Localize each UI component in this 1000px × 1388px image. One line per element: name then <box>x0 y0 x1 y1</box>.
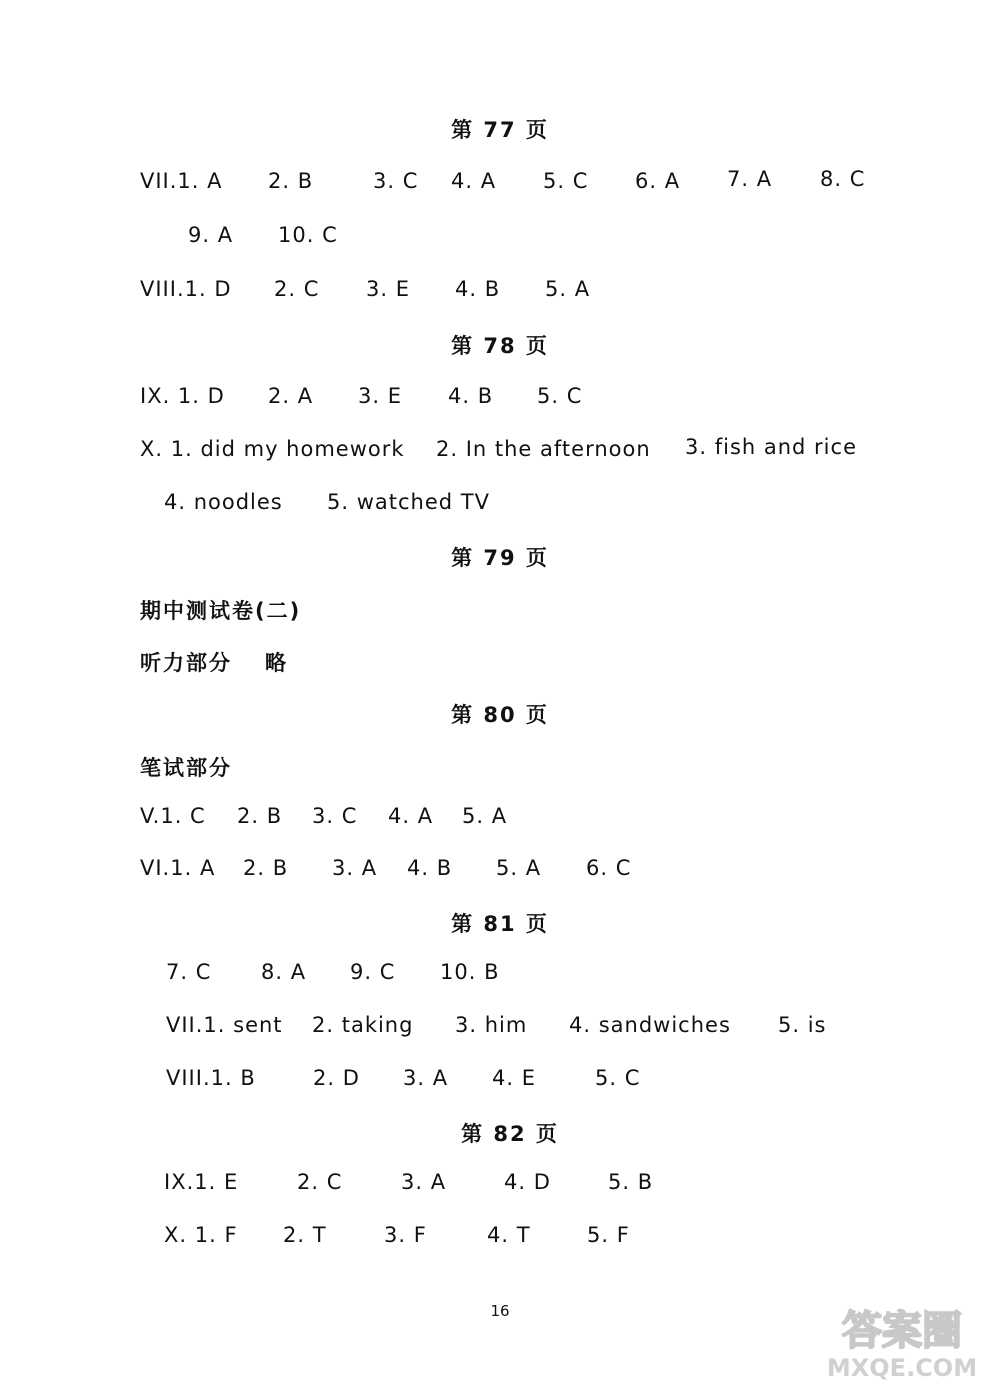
answer-item: 2. D <box>313 1066 360 1090</box>
heading-page-80: 第 80 页 <box>451 703 549 727</box>
answer-item: 2. T <box>283 1223 327 1247</box>
answer-item: 7. A <box>727 167 773 191</box>
section-title: 听力部分 <box>140 651 232 675</box>
answer-item: 3. C <box>373 169 419 193</box>
answer-item: 2. B <box>268 169 314 193</box>
heading-page-77: 第 77 页 <box>451 118 549 142</box>
answer-item: X. 1. did my homework <box>140 437 405 461</box>
heading-page-79: 第 79 页 <box>451 546 549 570</box>
answer-item: 4. sandwiches <box>569 1013 731 1037</box>
answer-item: 4. noodles <box>164 490 283 514</box>
answer-item: 3. A <box>332 856 378 880</box>
answer-item: 8. C <box>820 167 866 191</box>
watermark-url: MXQE.COM <box>826 1354 978 1382</box>
answer-item: 6. C <box>586 856 632 880</box>
answer-item: 10. B <box>440 960 500 984</box>
answer-item: 2. C <box>297 1170 343 1194</box>
watermark-logo <box>812 1292 992 1382</box>
answer-item: 4. A <box>388 804 434 828</box>
answer-item: 3. fish and rice <box>685 435 857 459</box>
answer-item: 9. C <box>350 960 396 984</box>
answer-item: 5. C <box>543 169 589 193</box>
answer-item: 3. C <box>312 804 358 828</box>
answer-item: 4. D <box>504 1170 551 1194</box>
section-title: 期中测试卷(二) <box>140 599 302 623</box>
answer-item: 3. F <box>384 1223 427 1247</box>
answer-item: 7. C <box>166 960 212 984</box>
answer-item: 4. E <box>492 1066 536 1090</box>
answer-item: 2. taking <box>312 1013 414 1037</box>
answer-item: 4. T <box>487 1223 531 1247</box>
answer-item: 5. A <box>545 277 591 301</box>
answer-item: 4. B <box>455 277 501 301</box>
answer-item: 2. A <box>268 384 314 408</box>
answer-item: 4. B <box>407 856 453 880</box>
answer-item: 3. E <box>366 277 410 301</box>
answer-item: 5. B <box>608 1170 654 1194</box>
answer-item: 2. B <box>237 804 283 828</box>
answer-item: 8. A <box>261 960 307 984</box>
answer-item: X. 1. F <box>164 1223 238 1247</box>
watermark-text: 答案圈 <box>842 1308 962 1354</box>
answer-item: VIII.1. B <box>166 1066 256 1090</box>
answer-item: 5. A <box>462 804 508 828</box>
answer-item: 5. A <box>496 856 542 880</box>
answer-item: 3. A <box>403 1066 449 1090</box>
answer-item: 9. A <box>188 223 234 247</box>
heading-page-81: 第 81 页 <box>451 912 549 936</box>
answer-item: V.1. C <box>140 804 206 828</box>
answer-item: VI.1. A <box>140 856 216 880</box>
answer-item: VII.1. A <box>140 169 223 193</box>
answer-item: VII.1. sent <box>166 1013 283 1037</box>
page-number: 16 <box>490 1302 510 1320</box>
answer-item: 5. F <box>587 1223 630 1247</box>
answer-item: 略 <box>265 651 288 675</box>
answer-item: 3. A <box>401 1170 447 1194</box>
answer-item: 5. is <box>778 1013 827 1037</box>
answer-item: 2. In the afternoon <box>436 437 651 461</box>
answer-item: VIII.1. D <box>140 277 232 301</box>
heading-page-82: 第 82 页 <box>461 1122 559 1146</box>
answer-item: 2. B <box>243 856 289 880</box>
answer-item: 5. C <box>537 384 583 408</box>
answer-item: 2. C <box>274 277 320 301</box>
answer-item: 3. E <box>358 384 402 408</box>
answer-item: 5. watched TV <box>327 490 490 514</box>
answer-item: 4. A <box>451 169 497 193</box>
section-title: 笔试部分 <box>140 756 232 780</box>
answer-item: IX.1. E <box>164 1170 239 1194</box>
answer-item: 5. C <box>595 1066 641 1090</box>
answer-item: 10. C <box>278 223 338 247</box>
answer-item: IX. 1. D <box>140 384 225 408</box>
answer-item: 3. him <box>455 1013 528 1037</box>
heading-page-78: 第 78 页 <box>451 334 549 358</box>
answer-item: 6. A <box>635 169 681 193</box>
answer-item: 4. B <box>448 384 494 408</box>
